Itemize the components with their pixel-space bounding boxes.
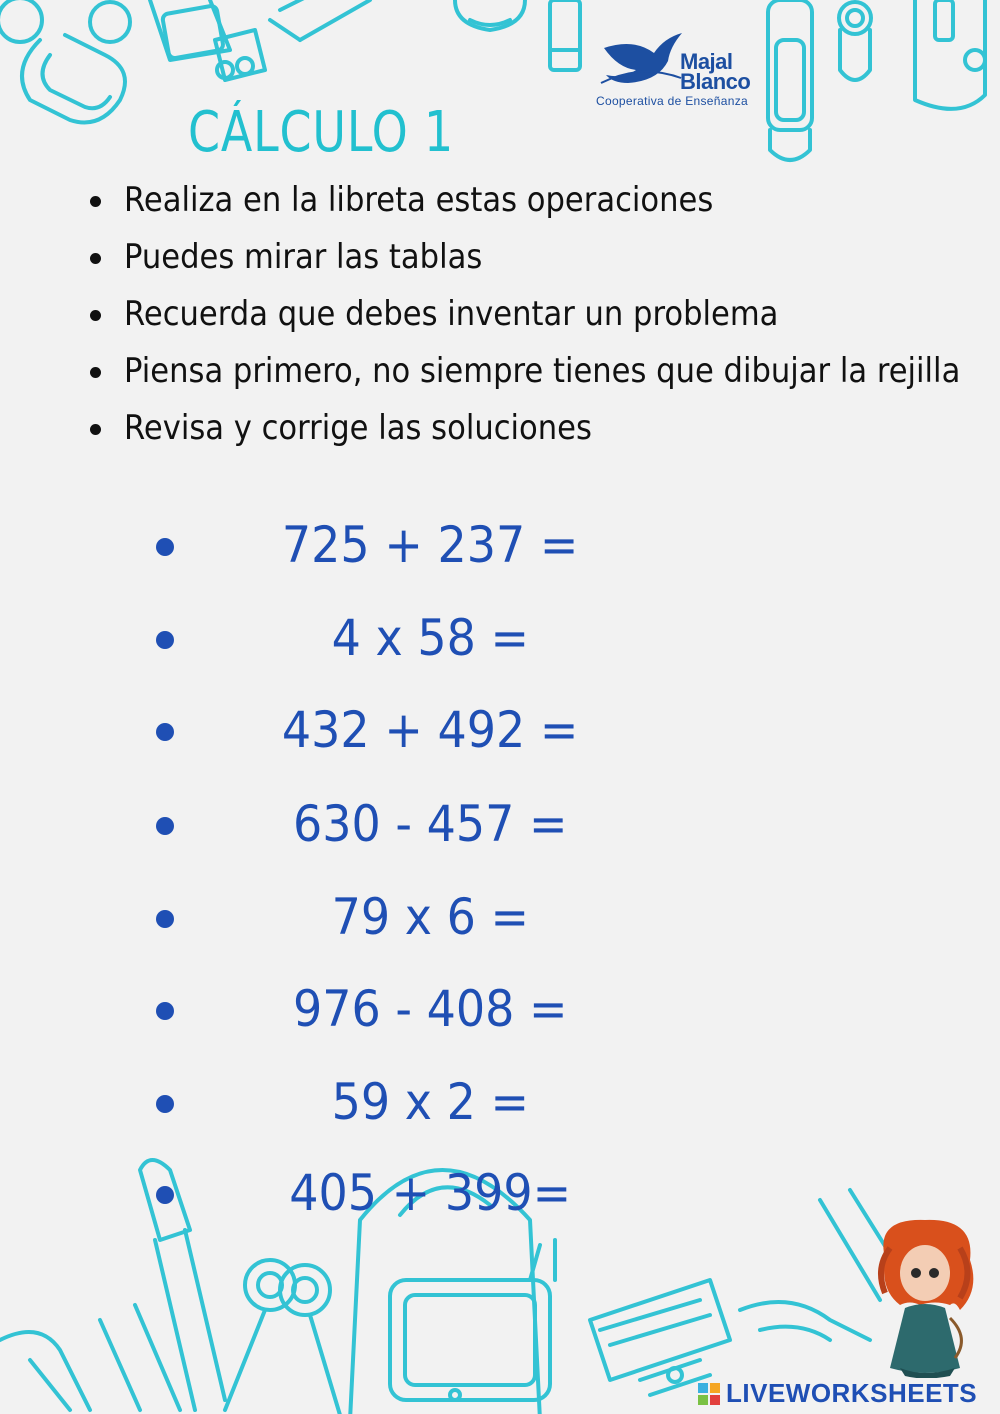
operation-item — [150, 603, 710, 673]
operation-text: 79 x 6 = — [331, 888, 529, 946]
operation-item — [150, 1067, 710, 1137]
operation-item — [150, 695, 710, 765]
liveworksheets-logo-icon — [698, 1383, 720, 1405]
operation-text: 405 + 399= — [289, 1164, 571, 1222]
operation-text: 59 x 2 = — [331, 1073, 529, 1131]
school-name — [680, 49, 751, 94]
page-title: CÁLCULO 1 — [188, 100, 455, 165]
operation-text: 4 x 58 = — [331, 609, 529, 667]
operation-text: 725 + 237 = — [281, 516, 579, 574]
instruction-item: Puedes mirar las tablas — [86, 229, 966, 286]
school-name-line1: Majal — [680, 49, 733, 74]
liveworksheets-brand: LIVEWORKSHEETS — [726, 1378, 978, 1408]
instructions-list — [86, 172, 966, 457]
instruction-item: Realiza en la libreta estas operaciones — [86, 172, 966, 229]
operation-text: 630 - 457 = — [292, 795, 568, 853]
school-logo — [596, 28, 766, 113]
instruction-item: Revisa y corrige las soluciones — [86, 400, 966, 457]
school-name-line2: Blanco — [680, 69, 751, 94]
princess-figure-image — [860, 1218, 990, 1378]
operation-text: 976 - 408 = — [292, 980, 568, 1038]
bird-logo-icon — [596, 28, 686, 98]
instruction-item: Recuerda que debes inventar un problema — [86, 286, 966, 343]
instruction-item: Piensa primero, no siempre tienes que dibujar la rejilla — [86, 343, 966, 400]
operation-item — [150, 882, 710, 952]
operation-text: 432 + 492 = — [281, 701, 579, 759]
school-subtitle: Cooperativa de Enseñanza — [596, 94, 748, 108]
operation-item — [150, 789, 710, 859]
operation-item — [150, 1158, 710, 1228]
operation-item — [150, 974, 710, 1044]
operation-item — [150, 510, 710, 580]
